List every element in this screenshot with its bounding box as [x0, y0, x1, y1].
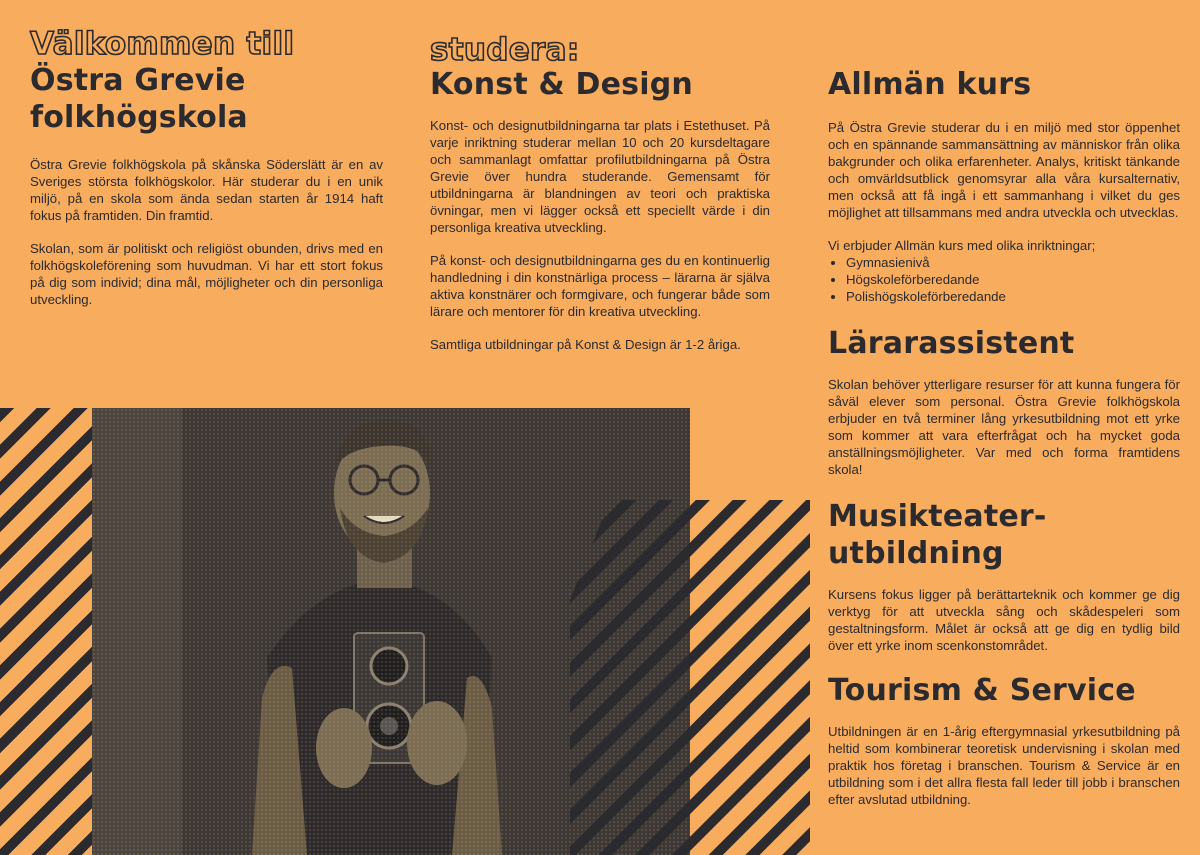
musikteater-title-line-1: Musikteater- — [828, 499, 1047, 534]
musikteater-title-line-2: utbildning — [828, 536, 1004, 571]
list-item: • Polishögskoleförberedande — [846, 288, 1180, 305]
left-stripe-pattern — [0, 408, 92, 855]
musikteater-title — [828, 498, 1180, 572]
konst-design-title: Konst & Design — [430, 67, 693, 102]
intro-paragraph-2: Skolan, som är politiskt och religiöst obunden, drivs med en folkhögskoleförening som huvudman. Vi har ett stort fokus på dig som individ; dina mål, möjligheter och din personliga utveckling. — [30, 241, 383, 307]
musikteater-text — [828, 586, 1180, 654]
right-stripe-pattern — [570, 500, 810, 855]
allman-bullet-list — [828, 254, 1180, 305]
lararassistent-paragraph: Skolan behöver ytterligare resurser för att kunna fungera för såväl elever som personal. Östra Grevie folkhögskola erbjuder en två terminer lång yrkesutbildning mot ett yrke som kommer att vara efterfrågat och ha mycket goda anställningsmöjligheter. Var med och forma framtidens skola! — [828, 377, 1180, 477]
konst-paragraph-3: Samtliga utbildningar på Konst & Design är 1-2 åriga. — [430, 337, 741, 352]
studera-outline-title: studera: — [430, 32, 580, 68]
konst-design-text — [430, 117, 770, 353]
allman-paragraph-2: Vi erbjuder Allmän kurs med olika inriktningar; — [828, 238, 1096, 253]
lararassistent-title: Lärarassistent — [828, 326, 1075, 361]
intro-paragraph-1: Östra Grevie folkhögskola på skånska Söderslätt är en av Sveriges största folkhögskolor. Här studerar du i en unik miljö, på en skola som ända sedan starten år 1914 haft fokus på framtiden. Din framtid. — [30, 157, 383, 223]
intro-text — [30, 156, 383, 308]
tourism-paragraph: Utbildningen är en 1-årig eftergymnasial yrkesutbildning på heltid som kombinerar teoretisk undervisning i skolan med praktik hos företag i branschen. Tourism & Service är en utbildning som i det allra flesta fall leder till jobb i branschen efter avslutad utbildning. — [828, 724, 1180, 807]
courses-column — [828, 66, 1180, 808]
intro-column — [30, 28, 383, 324]
tourism-title: Tourism & Service — [828, 673, 1136, 708]
konst-design-column — [430, 34, 770, 369]
allman-kurs-title: Allmän kurs — [828, 67, 1032, 102]
allman-kurs-text — [828, 119, 1180, 305]
tourism-text — [828, 723, 1180, 808]
musikteater-paragraph: Kursens fokus ligger på berättarteknik och kommer ge dig verktyg för att utveckla sång och skådespeleri som gestaltningsform. Målet är också att ge dig en tydlig bild över ett yrke inom scenkonstområdet. — [828, 587, 1180, 653]
allman-paragraph-1: På Östra Grevie studerar du i en miljö med stor öppenhet och en spännande sammansättning av människor från olika bakgrunder och olika erfarenheter. Analys, kritiskt tänkande och omvärldsutblick genomsyrar alla våra kursalternativ, men också att få ingå i ett sammanhang i vilket du ges möjlighet att tillsammans med andra utveckla och utvecklas. — [828, 120, 1180, 220]
list-item: • Högskoleförberedande — [846, 271, 1180, 288]
welcome-outline-title: Välkommen till — [30, 26, 295, 62]
konst-paragraph-1: Konst- och designutbildningarna tar plats i Estethuset. På varje inriktning studerar mellan 10 och 20 kursdeltagare och sammanlagt omfattar profilutbildningarna på Östra Grevie över hundra studerande. Gemensamt för utbildningarna är blandningen av teori och praktiska övningar, men vi lägger också ett speciellt värde i din personliga kreativa utveckling. — [430, 118, 770, 235]
lararassistent-text — [828, 376, 1180, 478]
konst-paragraph-2: På konst- och designutbildningarna ges du en kontinuerlig handledning i din konstnärliga process – lärarna är själva aktiva konstnärer och formgivare, och fungerar både som lärare och mentorer för din kreativa utveckling. — [430, 253, 770, 319]
list-item: • Gymnasienivå — [846, 254, 1180, 271]
school-title: Östra Grevie folkhögskola — [30, 63, 248, 135]
